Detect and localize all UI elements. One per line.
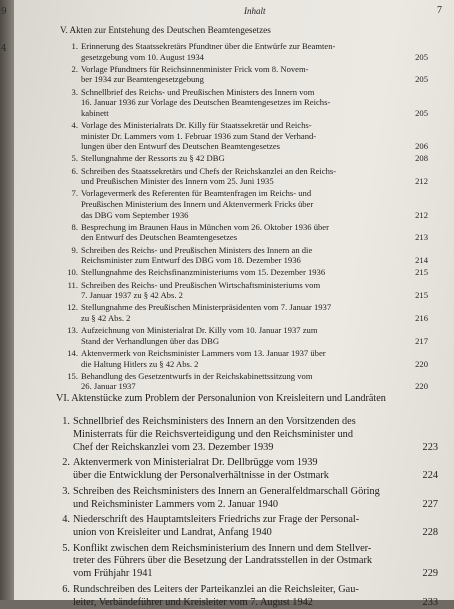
entry-text-line: kabinett: [81, 107, 109, 118]
entry-page-number: 233: [422, 596, 438, 608]
entry-text-line: und Reichsminister Lammers vom 2. Januar 1940: [73, 498, 279, 510]
entry-number: 8.: [71, 221, 78, 232]
entry-page-number: 228: [422, 526, 438, 538]
entry-text-line: Schnellbrief des Reichs- und Preußischen Ministers des Innern vom: [81, 86, 315, 97]
entry-page-number: 215: [415, 267, 428, 278]
entry-text-line: Ministerrats für die Reichsverteidigung und den Reichsminister und: [73, 428, 353, 440]
entry-page-number: 213: [415, 232, 428, 243]
entry-page-number: 208: [415, 153, 428, 164]
entry-text-line: Chef der Reichskanzlei vom 23. Dezember 1939: [73, 441, 274, 453]
entry-page-number: 206: [415, 141, 428, 152]
entry-text-line: Reichsminister zum Entwurf des DBG vom 18. Dezember 1936: [81, 255, 301, 266]
entry-text-line: Schnellbrief des Reichsministers des Innern an den Vorsitzenden des: [73, 416, 356, 427]
entry-number: 6.: [71, 165, 78, 176]
entry-text-line: gesetzgebung vom 10. August 1934: [81, 51, 204, 62]
entry-page-number: 227: [422, 498, 438, 510]
entry-text-line: Schreiben des Reichsministers des Innern an Generalfeldmarschall Göring: [73, 485, 380, 497]
left-page-edge: [0, 0, 14, 600]
entry-number: 2.: [71, 63, 78, 74]
entry-number: 4.: [62, 514, 70, 526]
entry-page-number: 205: [415, 74, 428, 85]
entry-page-number: 205: [415, 51, 428, 62]
entry-number: 3.: [71, 86, 78, 97]
entry-text-line: vom Frühjahr 1941: [73, 568, 153, 580]
entry-page-number: 216: [415, 312, 428, 323]
entry-page-number: 223: [422, 441, 438, 453]
entry-text-line: Niederschrift des Hauptamtsleiters Friedrichs zur Frage der Personal-: [73, 514, 360, 526]
entry-text-line: Besprechung im Braunen Haus in München vom 26. Oktober 1936 über: [81, 221, 329, 232]
entry-text-line: zu § 42 Abs. 2: [81, 312, 131, 323]
entry-number: 2.: [62, 457, 70, 469]
page-number: 7: [437, 5, 442, 16]
left-margin-glyph: 4: [1, 44, 7, 54]
entry-text-line: ber 1934 zur Beamtengesetzgebung: [81, 74, 204, 85]
entry-page-number: 212: [415, 176, 428, 187]
entry-text-line: Behandlung des Gesetzentwurfs in der Reichskabinettssitzung vom: [81, 370, 313, 381]
entry-text-line: Schreiben des Staatssekretärs und Chefs der Reichskanzlei an den Reichs-: [81, 165, 337, 176]
entry-text-line: Vorlage des Ministerialrats Dr. Killy für Staatssekretär und Reichs-: [81, 120, 312, 130]
entry-text-line: 26. Januar 1937: [81, 381, 136, 392]
entry-text-line: Stellungnahme des Preußischen Ministerpräsidenten vom 7. Januar 1937: [81, 302, 332, 313]
entry-text-line: Schreiben des Reichs- und Preußischen Ministers des Innern an die: [81, 244, 313, 255]
entry-text-line: Aufzeichnung von Ministerialrat Dr. Killy vom 10. Januar 1937 zum: [81, 325, 318, 336]
entry-page-number: 220: [415, 358, 428, 369]
entry-text-line: Erinnerung des Staatssekretärs Pfundtner über die Entwürfe zur Beamten-: [81, 41, 336, 51]
entry-number: 5.: [71, 153, 78, 164]
entry-text-line: Preußischen Ministerium des Innern und Aktenvermerk Fricks über: [81, 198, 314, 209]
entry-text-line: über die Entwicklung der Personalverhältnisse in der Ostmark: [73, 470, 329, 482]
entry-text-line: Schreiben des Reichs- und Preußischen Wirtschaftsministeriums vom: [81, 279, 321, 290]
entry-page-number: 220: [415, 381, 428, 392]
entry-text-line: Stellungnahme des Reichsfinanzministeriums vom 15. Dezember 1936: [81, 267, 326, 278]
entry-text-line: Stellungnahme der Ressorts zu § 42 DBG: [81, 153, 225, 164]
entry-text-line: Aktenvermerk von Reichsminister Lammers vom 13. Januar 1937 über: [81, 348, 326, 358]
entry-text-line: treter des Führers über die Besetzung der Landratsstellen in der Ostmark: [73, 555, 373, 567]
entry-page-number: 229: [422, 568, 438, 580]
entry-text-line: leiter, Verbändeführer und Kreisleiter vom 7. August 1942: [73, 596, 313, 608]
entry-number: 6.: [62, 583, 70, 595]
entry-text-line: 16. Januar 1936 zur Vorlage des Deutschen Beamtengesetzes im Reichs-: [81, 97, 331, 108]
entry-text-line: minister Dr. Lammers vom 1. Februar 1936 zum Stand der Verhand-: [81, 130, 317, 141]
entry-number: 1.: [62, 416, 70, 427]
entry-number: 4.: [71, 120, 78, 130]
entry-text-line: Rundschreiben des Leiters der Parteikanzlei an die Reichsleiter, Gau-: [73, 583, 359, 595]
left-margin-glyph: 9: [1, 7, 7, 17]
entry-text-line: Stand der Verhandlungen über das DBG: [81, 335, 220, 346]
entry-number: 3.: [62, 485, 70, 497]
entry-text-line: Konflikt zwischen dem Reichsministerium des Innern und dem Stellver-: [73, 542, 372, 554]
entry-text-line: Vorlagevermerk des Referenten für Beamtenfragen im Reichs- und: [81, 188, 312, 199]
entry-number: 9.: [71, 244, 78, 255]
entry-number: 10.: [67, 267, 78, 278]
entry-page-number: 214: [415, 255, 428, 266]
entry-page-number: 212: [415, 209, 428, 220]
entry-text-line: und Preußischen Minister des Innern vom 25. Juni 1935: [81, 176, 274, 187]
entry-text-line: den Entwurf des Deutschen Beamtengesetzes: [81, 232, 238, 243]
entry-page-number: 224: [422, 470, 438, 482]
entry-text-line: Aktenvermerk von Ministerialrat Dr. Dellbrügge vom 1939: [73, 457, 318, 469]
entry-text-line: lungen über den Entwurf des Deutschen Beamtengesetzes: [81, 141, 281, 152]
book-page: [14, 0, 454, 608]
entry-number: 5.: [62, 542, 70, 554]
entry-number: 7.: [71, 188, 78, 199]
running-header-title: Inhalt: [244, 6, 266, 16]
entry-page-number: 217: [415, 335, 428, 346]
entry-number: 13.: [67, 325, 78, 336]
entry-text-line: 7. Januar 1937 zu § 42 Abs. 2: [81, 290, 183, 301]
entry-number: 11.: [67, 279, 78, 290]
entry-page-number: 215: [415, 290, 428, 301]
entry-text-line: das DBG vom September 1936: [81, 209, 189, 220]
entry-number: 14.: [67, 348, 78, 358]
entry-number: 12.: [67, 302, 78, 313]
entry-text-line: union von Kreisleiter und Landrat, Anfang 1940: [73, 526, 272, 538]
entry-text-line: die Haltung Hitlers zu § 42 Abs. 2: [81, 358, 199, 369]
entry-page-number: 205: [415, 107, 428, 118]
section-title: VI. Aktenstücke zum Problem der Personalunion von Kreisleitern und Landräten: [56, 393, 386, 404]
section-title: V. Akten zur Entstehung des Deutschen Beamtengesetzes: [60, 25, 271, 35]
entry-number: 15.: [67, 370, 78, 381]
entry-text-line: Vorlage Pfundtners für Reichsinnenminister Frick vom 8. Novem-: [81, 63, 309, 74]
entry-number: 1.: [71, 41, 78, 51]
